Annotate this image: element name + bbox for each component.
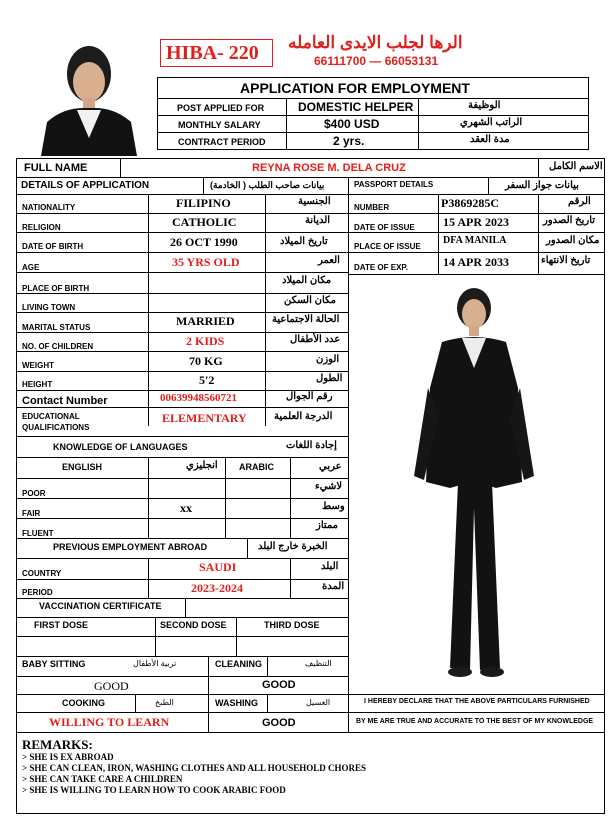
height-arabic: الطول (316, 373, 343, 384)
cleaning-value: GOOD (262, 679, 296, 691)
salary-value: $400 USD (324, 117, 380, 131)
expiry-value: 14 APR 2033 (443, 255, 509, 269)
first-dose-label: FIRST DOSE (34, 620, 89, 630)
contact-label: Contact Number (22, 395, 108, 407)
contact-arabic: رقم الجوال (286, 391, 333, 402)
vaccination-label: VACCINATION CERTIFICATE (39, 601, 162, 611)
remark-item: > SHE IS EX ABROAD (22, 752, 114, 762)
salary-arabic: الراتب الشهري (460, 117, 523, 128)
fair-label: FAIR (22, 509, 41, 518)
post-label: POST APPLIED FOR (177, 103, 265, 113)
country-value: SAUDI (199, 560, 237, 574)
issue-place-arabic: مكان الصدور (546, 235, 600, 246)
full-name-label: FULL NAME (24, 162, 88, 174)
cooking-value: WILLING TO LEARN (49, 715, 170, 729)
remarks-title-text: REMARKS (22, 737, 89, 752)
age-label: AGE (22, 263, 40, 272)
issue-place-value: DFA MANILA (443, 235, 507, 246)
poor-label: POOR (22, 489, 46, 498)
salary-label: MONTHLY SALARY (178, 120, 261, 130)
full-name-value: REYNA ROSE M. DELA CRUZ (252, 162, 406, 174)
height-value: 5'2 (199, 373, 215, 387)
poor-arabic: لاشيء (315, 481, 343, 492)
cooking-label: COOKING (62, 698, 106, 708)
english-label: ENGLISH (62, 462, 103, 472)
cooking-arabic: الطبخ (155, 698, 174, 707)
baby-sitting-value: GOOD (94, 679, 129, 693)
nationality-label: NATIONALITY (22, 203, 76, 212)
form-title: APPLICATION FOR EMPLOYMENT (240, 80, 470, 96)
washing-arabic: الغسيل (306, 698, 331, 707)
declaration-line-1: I HEREBY DECLARE THAT THE ABOVE PARTICULARS FURNISHED (364, 698, 590, 705)
remark-item: > SHE CAN TAKE CARE A CHILDREN (22, 774, 183, 784)
marital-value: MARRIED (176, 314, 235, 328)
expiry-label: DATE OF EXP. (354, 263, 408, 272)
issue-date-arabic: تاريخ الصدور (543, 215, 596, 226)
passport-number-value: P3869285C (441, 196, 499, 210)
religion-label: RELIGION (22, 223, 61, 232)
marital-arabic: الحالة الاجتماعية (272, 314, 340, 325)
expiry-arabic: تاريخ الانتهاء (541, 255, 591, 266)
arabic-label: ARABIC (239, 462, 274, 472)
dob-value: 26 OCT 1990 (170, 235, 238, 249)
education-value: ELEMENTARY (162, 411, 247, 425)
fluent-arabic: ممتاز (316, 520, 339, 531)
post-value: DOMESTIC HELPER (298, 100, 414, 114)
employment-label: PREVIOUS EMPLOYMENT ABROAD (53, 542, 208, 552)
place-of-birth-arabic: مكان الميلاد (282, 275, 332, 286)
living-town-label: LIVING TOWN (22, 303, 76, 312)
passport-number-arabic: الرقم (568, 196, 591, 207)
religion-arabic: الديانة (305, 215, 331, 226)
remarks-title: REMARKS: (22, 737, 93, 752)
issue-date-label: DATE OF ISSUE (354, 223, 415, 232)
dob-label: DATE OF BIRTH (22, 242, 84, 251)
declaration-line-2: BY ME ARE TRUE AND ACCURATE TO THE BEST OF MY KNOWLEDGE (356, 718, 594, 725)
passport-label: PASSPORT DETAILS (354, 180, 434, 189)
issue-place-label: PLACE OF ISSUE (354, 242, 421, 251)
issue-date-value: 15 APR 2023 (443, 215, 509, 229)
weight-arabic: الوزن (316, 354, 340, 365)
employment-period-arabic: المدة (322, 581, 345, 592)
place-of-birth-label: PLACE OF BIRTH (22, 284, 90, 293)
children-label: NO. OF CHILDREN (22, 342, 94, 351)
country-arabic: البلد (321, 561, 339, 572)
education-arabic: الدرجة العلمية (274, 411, 333, 422)
nationality-value: FILIPINO (176, 196, 231, 210)
baby-sitting-label: BABY SITTING (22, 659, 86, 669)
children-arabic: عدد الأطفال (290, 334, 341, 345)
country-label: COUNTRY (22, 569, 62, 578)
details-label: DETAILS OF APPLICATION (21, 180, 150, 191)
marital-label: MARITAL STATUS (22, 323, 91, 332)
cleaning-arabic: التنظيف (305, 659, 332, 668)
fair-arabic: وسط (322, 501, 345, 512)
agency-name-arabic: الرها لجلب الايدى العامله (288, 33, 463, 52)
post-arabic: الوظيفة (468, 100, 501, 111)
languages-label: KNOWLEDGE OF LANGUAGES (53, 442, 188, 452)
full-body-photo (350, 276, 604, 682)
period-arabic: مدة العقد (470, 134, 510, 145)
employment-arabic: الخبرة خارج البلد (258, 541, 328, 552)
height-label: HEIGHT (22, 380, 53, 389)
fluent-label: FLUENT (22, 529, 54, 538)
cleaning-label: CLEANING (215, 659, 262, 669)
remark-item: > SHE IS WILLING TO LEARN HOW TO COOK ARABIC FOOD (22, 785, 286, 795)
agency-phones: 66111700 — 66053131 (314, 54, 439, 68)
fair-english-value: xx (180, 501, 192, 515)
headshot-photo (33, 38, 145, 156)
arabic-arabic: عربي (319, 461, 342, 472)
employment-period-label: PERIOD (22, 588, 53, 597)
baby-sitting-arabic: تربية الأطفال (133, 659, 177, 668)
children-value: 2 KIDS (186, 334, 225, 348)
remark-item: > SHE CAN CLEAN, IRON, WASHING CLOTHES AND ALL HOUSEHOLD CHORES (22, 763, 367, 773)
details-arabic: بيانات صاحب الطلب ( الخادمة) (210, 180, 325, 190)
living-town-arabic: مكان السكن (284, 295, 336, 306)
age-value: 35 YRS OLD (172, 255, 240, 269)
washing-value: GOOD (262, 717, 296, 729)
religion-value: CATHOLIC (172, 215, 237, 229)
reference-code: HIBA- 220 (166, 42, 259, 64)
period-label: CONTRACT PERIOD (178, 137, 266, 147)
nationality-arabic: الجنسية (298, 196, 331, 207)
languages-arabic: إجادة اللغات (286, 440, 337, 451)
washing-label: WASHING (215, 698, 259, 708)
english-arabic: انجليزي (186, 460, 218, 471)
second-dose-label: SECOND DOSE (160, 620, 227, 630)
third-dose-label: THIRD DOSE (264, 620, 320, 630)
passport-number-label: NUMBER (354, 203, 390, 212)
weight-value: 70 KG (189, 354, 223, 368)
education-label: EDUCATIONAL QUALIFICATIONS (22, 412, 90, 432)
full-name-arabic: الاسم الكامل (549, 161, 603, 172)
employment-period-value: 2023-2024 (191, 581, 243, 595)
contact-value: 00639948560721 (160, 392, 237, 404)
period-value: 2 yrs. (333, 134, 365, 148)
dob-arabic: تاريخ الميلاد (280, 236, 328, 247)
weight-label: WEIGHT (22, 361, 54, 370)
age-arabic: العمر (318, 255, 340, 266)
passport-arabic: بيانات جواز السفر (505, 180, 579, 191)
